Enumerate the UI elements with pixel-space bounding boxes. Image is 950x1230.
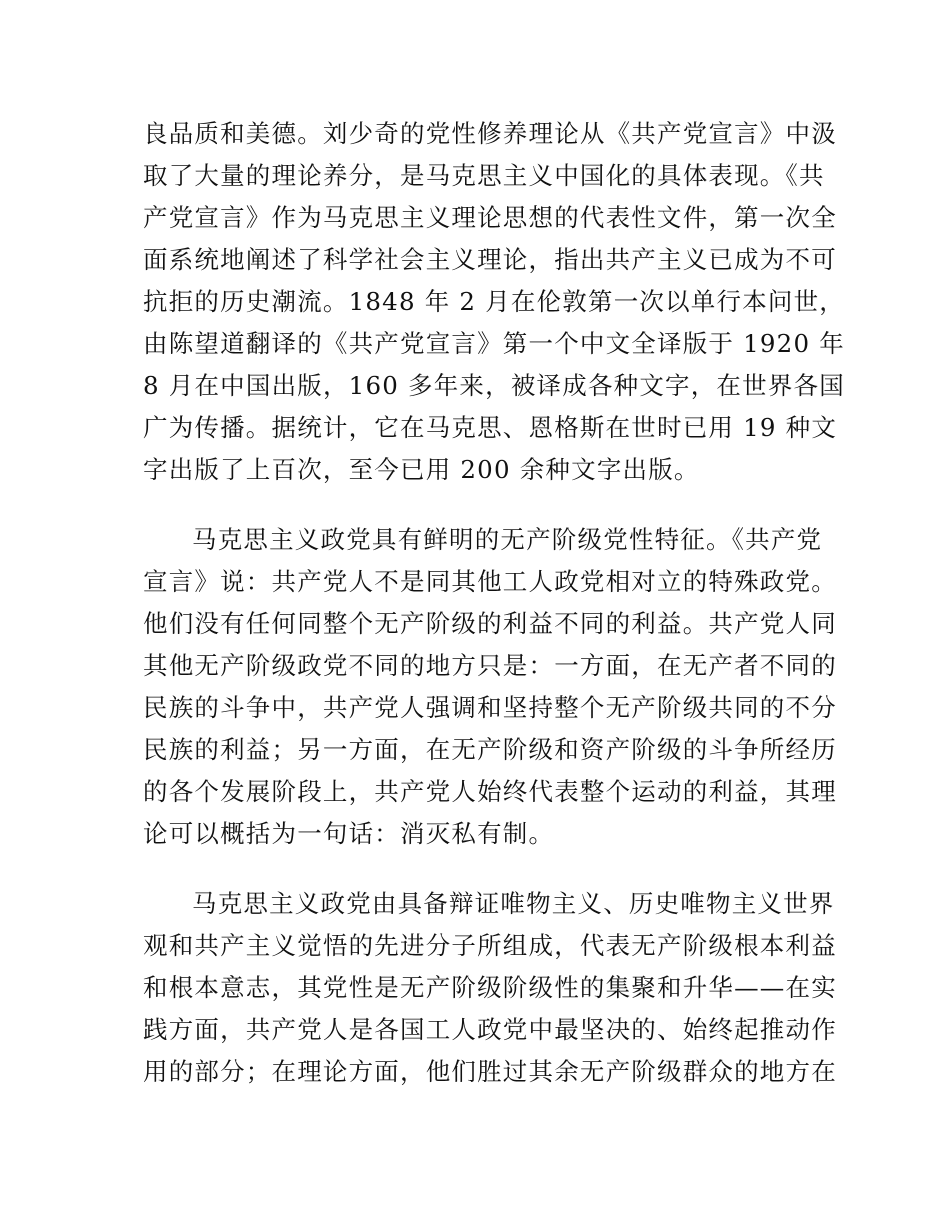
paragraph-2-line-8: 论可以概括为一句话：消灭私有制。 xyxy=(143,819,555,848)
paragraph-1-line-3: 产党宣言》作为马克思主义理论思想的代表性文件，第一次全 xyxy=(143,203,837,232)
paragraph-2-line-3: 他们没有任何同整个无产阶级的利益不同的利益。共产党人同 xyxy=(143,609,837,638)
paragraph-2-line-6: 民族的利益；另一方面，在无产阶级和资产阶级的斗争所经历 xyxy=(143,735,837,764)
paragraph-2-line-2: 宣言》说：共产党人不是同其他工人政党相对立的特殊政党。 xyxy=(143,567,837,596)
paragraph-3-line-5: 用的部分；在理论方面，他们胜过其余无产阶级群众的地方在 xyxy=(143,1057,837,1086)
paragraph-3-line-4: 践方面，共产党人是各国工人政党中最坚决的、始终起推动作 xyxy=(143,1015,837,1044)
paragraph-1-line-8: 广为传播。据统计，它在马克思、恩格斯在世时已用 19 种文 xyxy=(143,413,838,442)
paragraph-1-line-2: 取了大量的理论养分，是马克思主义中国化的具体表现。《共 xyxy=(143,161,825,190)
paragraph-2-line-1: 马克思主义政党具有鲜明的无产阶级党性特征。《共产党 xyxy=(192,525,823,554)
paragraph-2-line-7: 的各个发展阶段上，共产党人始终代表整个运动的利益，其理 xyxy=(143,777,837,806)
paragraph-3-line-2: 观和共产主义觉悟的先进分子所组成，代表无产阶级根本利益 xyxy=(143,931,837,960)
paragraph-1-line-4: 面系统地阐述了科学社会主义理论，指出共产主义已成为不可 xyxy=(143,245,837,274)
paragraph-1-line-9: 字出版了上百次，至今已用 200 余种文字出版。 xyxy=(143,455,700,484)
paragraph-1-line-5: 抗拒的历史潮流。1848 年 2 月在伦敦第一次以单行本问世， xyxy=(143,287,845,316)
paragraph-2-line-5: 民族的斗争中，共产党人强调和坚持整个无产阶级共同的不分 xyxy=(143,693,837,722)
paragraph-2-line-4: 其他无产阶级政党不同的地方只是：一方面，在无产者不同的 xyxy=(143,651,837,680)
paragraph-3-line-1: 马克思主义政党由具备辩证唯物主义、历史唯物主义世界 xyxy=(192,889,835,918)
paragraph-1-line-7: 8 月在中国出版，160 多年来，被译成各种文字，在世界各国 xyxy=(143,371,845,400)
paragraph-3-line-3: 和根本意志，其党性是无产阶级阶级性的集聚和升华——在实 xyxy=(143,973,837,1002)
paragraph-1-line-1: 良品质和美德。刘少奇的党性修养理论从《共产党宣言》中汲 xyxy=(143,119,837,148)
paragraph-1-line-6: 由陈望道翻译的《共产党宣言》第一个中文全译版于 1920 年 xyxy=(143,329,845,358)
